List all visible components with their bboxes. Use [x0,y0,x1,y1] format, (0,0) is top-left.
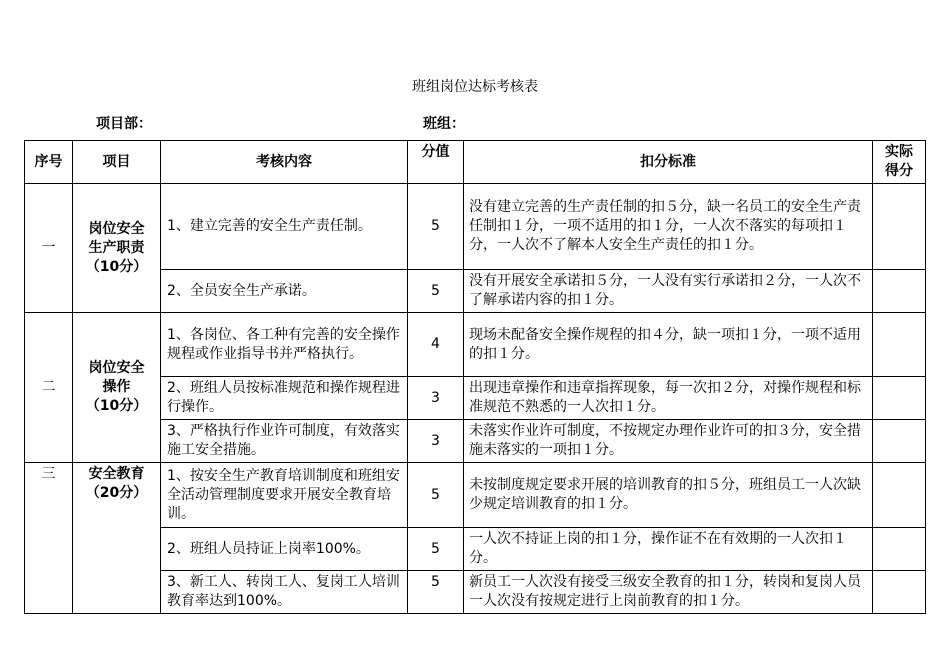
group-seq: 一 [25,184,73,313]
actual-score-cell[interactable] [873,184,926,270]
table-row [25,528,926,571]
score-value: 5 [408,184,464,270]
group-item-line: 岗位安全 [88,220,145,237]
header-item: 项目 [73,141,161,184]
actual-score-cell[interactable] [873,571,926,614]
header-deduction: 扣分标准 [464,141,873,184]
team-label: 班组： [423,116,465,132]
table-row [25,184,926,270]
header-row [25,141,926,184]
table-row [25,377,926,420]
table-row [25,463,926,528]
actual-score-cell[interactable] [873,270,926,313]
score-value: 5 [408,463,464,528]
actual-score-cell[interactable] [873,377,926,420]
group-item [73,313,161,463]
assessment-content: 3、严格执行作业许可制度，有效落实施工安全措施。 [161,420,408,463]
header-actual [873,141,926,184]
deduction-criteria: 没有建立完善的生产责任制的扣５分，缺一名员工的安全生产责任制扣１分，一项不适用的扣１分，一人次不落实的每项扣１分，一人次不了解本人安全生产责任的扣１分。 [464,184,873,270]
project-department-label: 项目部： [96,116,152,132]
assessment-content: 1、各岗位、各工种有完善的安全操作规程或作业指导书并严格执行。 [161,313,408,377]
group-seq: 三 [25,463,73,614]
deduction-criteria: 出现违章操作和违章指挥现象，每一次扣２分，对操作规程和标准规范不熟悉的一人次扣１分。 [464,377,873,420]
header-content: 考核内容 [161,141,408,184]
assessment-content: 2、班组人员持证上岗率100%。 [161,528,408,571]
deduction-criteria: 新员工一人次没有接受三级安全教育的扣１分，转岗和复岗人员一人次没有按规定进行上岗前教育的扣１分。 [464,571,873,614]
actual-score-cell[interactable] [873,420,926,463]
deduction-criteria: 一人次不持证上岗的扣１分，操作证不在有效期的一人次扣１分。 [464,528,873,571]
group-seq: 二 [25,313,73,463]
assessment-content: 2、全员安全生产承诺。 [161,270,408,313]
actual-score-cell[interactable] [873,463,926,528]
score-value: 5 [408,571,464,614]
group-item-line: （10分） [85,398,148,414]
assessment-content: 3、新工人、转岗工人、复岗工人培训教育率达到100%。 [161,571,408,614]
group-item-line: 安全教育 [88,466,145,482]
header-score: 分值 [408,141,464,184]
score-value: 4 [408,313,464,377]
score-value: 5 [408,528,464,571]
header-seq: 序号 [25,141,73,184]
deduction-criteria: 现场未配备安全操作规程的扣４分，缺一项扣１分，一项不适用的扣１分。 [464,313,873,377]
score-value: 5 [408,270,464,313]
group-item-line: （20分） [85,485,148,501]
group-item-line: 操作 [102,379,131,395]
assessment-table [24,140,926,614]
assessment-content: 1、按安全生产教育培训制度和班组安全活动管理制度要求开展安全教育培训。 [161,463,408,528]
assessment-content: 2、班组人员按标准规范和操作规程进行操作。 [161,377,408,420]
header-actual-line1: 实际 [885,144,913,160]
actual-score-cell[interactable] [873,528,926,571]
group-item-line: 生产职责 [88,239,145,256]
table-row [25,270,926,313]
deduction-criteria: 未落实作业许可制度，不按规定办理作业许可的扣３分，安全措施未落实的一项扣１分。 [464,420,873,463]
group-item-line: （10分） [85,258,148,275]
group-item [73,463,161,614]
group-item-line: 岗位安全 [88,360,145,376]
score-value: 3 [408,377,464,420]
score-value: 3 [408,420,464,463]
header-actual-line2: 得分 [885,163,913,179]
table-row [25,420,926,463]
deduction-criteria: 没有开展安全承诺扣５分，一人没有实行承诺扣２分，一人次不了解承诺内容的扣１分。 [464,270,873,313]
table-row [25,571,926,614]
document-title: 班组岗位达标考核表 [412,79,538,95]
actual-score-cell[interactable] [873,313,926,377]
group-item [73,184,161,313]
assessment-content: 1、建立完善的安全生产责任制。 [161,184,408,270]
table-row [25,313,926,377]
deduction-criteria: 未按制度规定要求开展的培训教育的扣５分，班组员工一人次缺少规定培训教育的扣１分。 [464,463,873,528]
